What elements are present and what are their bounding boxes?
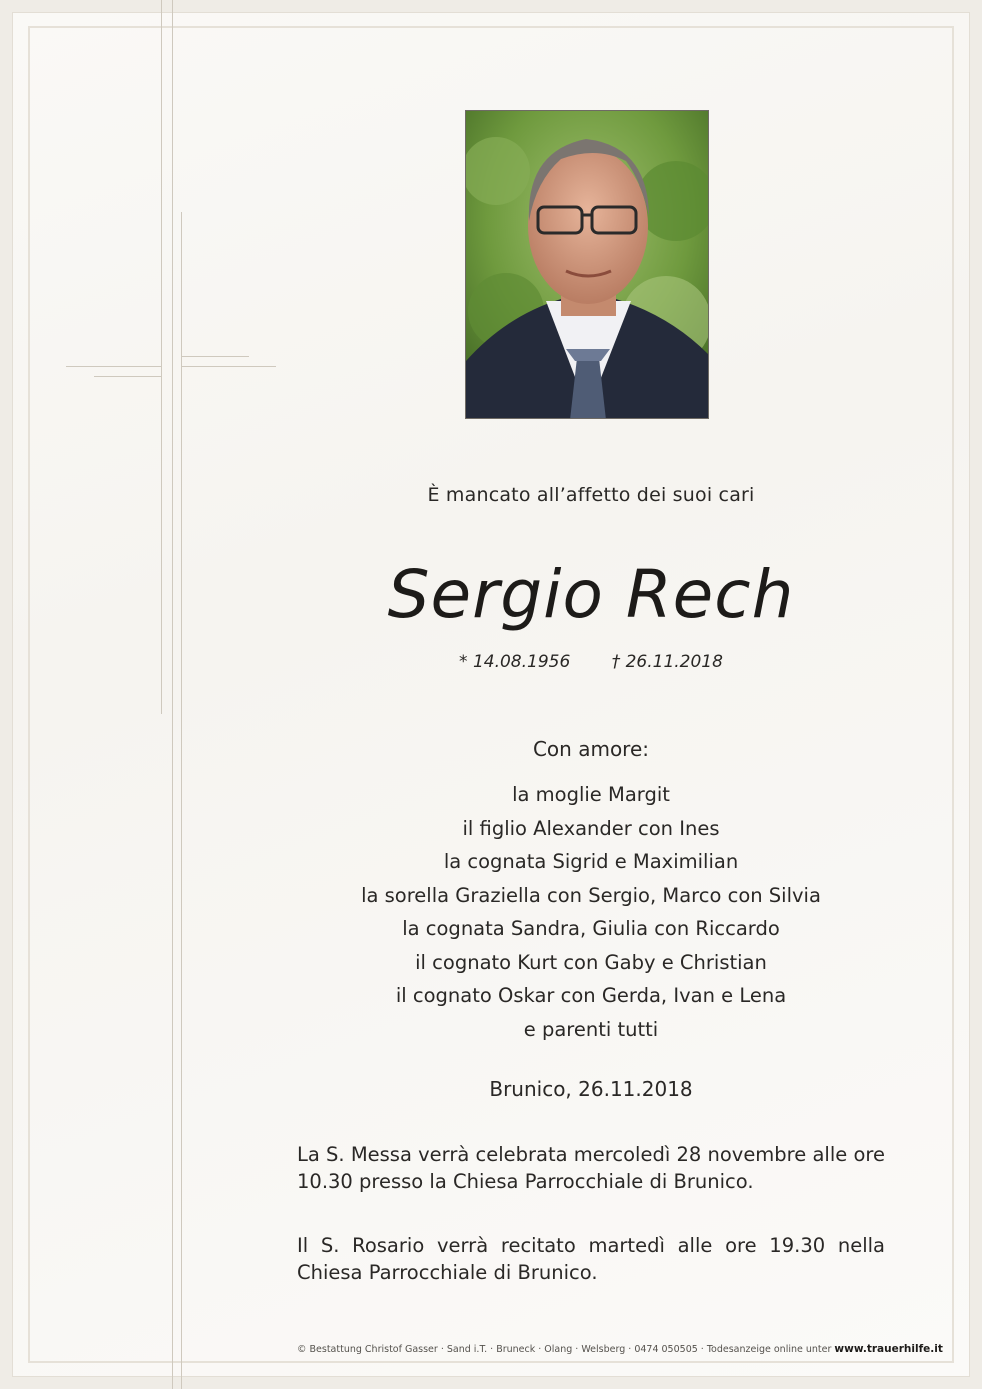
family-member: il cognato Kurt con Gaby e Christian (415, 950, 767, 974)
birth-date: * 14.08.1956 (459, 652, 571, 672)
death-date: † 26.11.2018 (611, 652, 723, 672)
life-dates (297, 652, 885, 672)
footer-text: © Bestattung Christof Gasser · Sand i.T. · Bruneck · Olang · Welsberg · 0474 050505 · Todesanzeige online unter (297, 1344, 832, 1355)
footer-link[interactable]: www.trauerhilfe.it (834, 1343, 943, 1355)
family-member: la moglie Margit (512, 783, 670, 806)
place-date: Brunico, 26.11.2018 (489, 1077, 693, 1101)
family-list (297, 778, 885, 1046)
family-member: il cognato Oskar con Gerda, Ivan e Lena (395, 984, 787, 1007)
family-member: la sorella Graziella con Sergio, Marco con Silvia (361, 883, 821, 907)
footer-credit (297, 1343, 943, 1355)
rosary-announcement: Il S. Rosario verrà recitato martedì alle ore 19.30 nella Chiesa Parrocchiale di Brunico. (297, 1234, 885, 1284)
intro-line: È mancato all’affetto dei suoi cari (427, 484, 755, 506)
family-member: e parenti tutti (523, 1017, 659, 1041)
family-member: la cognata Sigrid e Maximilian (443, 850, 739, 873)
deceased-name: Sergio Rech (387, 556, 795, 633)
portrait-photo (465, 110, 709, 419)
mass-announcement: La S. Messa verrà celebrata mercoledì 28 novembre alle ore 10.30 presso la Chiesa Parrocchiale di Brunico. (297, 1143, 885, 1193)
family-label: Con amore: (532, 737, 650, 761)
family-member: la cognata Sandra, Giulia con Riccardo (402, 917, 780, 940)
family-member: il figlio Alexander con Ines (462, 816, 720, 840)
